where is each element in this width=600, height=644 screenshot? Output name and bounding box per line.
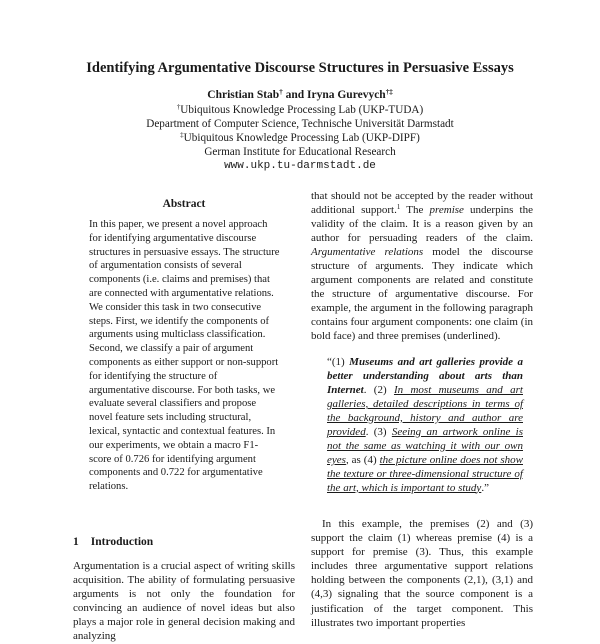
- paragraph-text: In this example, the premises (2) and (3) support the claim (1) whereas premise (4) is a support for premise (3). Thus, this example includes three argumentative support relations holding between the components (2,1), (3,1) and (4,3) signaling that the source component is a justification of the target component. This illustrates two important properties: [311, 518, 533, 629]
- term-premise: premise: [429, 203, 464, 216]
- quote-text: . (2): [363, 383, 394, 396]
- affiliation-text: German Institute for Educational Research: [204, 146, 396, 158]
- paragraph-text: The: [400, 203, 430, 216]
- paragraph-text: that should not be accepted by the reader without additional support.: [311, 190, 533, 216]
- affiliation-text: Department of Computer Science, Technische Universität Darmstadt: [146, 118, 454, 130]
- abstract-heading: Abstract: [162, 198, 206, 210]
- paragraph-text: underpins the validity of the claim. It is a reason given by an author for persuading readers of the claim.: [311, 203, 533, 244]
- abstract-text: In this paper, we present a novel approach for identifying argumentative discourse structures in persuasive essays. The structure of argumentation consists of several components (i.e. claims and premises) that are connected with argumentative relations. We consider this task in two consecutive steps. First, we identify the components of arguments using multiclass classification. Second, we classify a pair of argument components as either support or non-support for identifying the structure of argumentative discourse. For both tasks, we evaluate several classifiers and propose novel feature sets including structural, lexical, syntactic and contextual features. In our experiments, we obtain a macro F1-score of 0.726 for identifying argument components and 0.722 for argumentative relations.: [89, 219, 280, 493]
- quote-text: . (3): [365, 425, 392, 438]
- abstract-body: [89, 218, 280, 494]
- section-number: 1: [73, 536, 79, 548]
- introduction-text: Argumentation is a crucial aspect of writing skills acquisition. The ability of formulating persuasive arguments is not only the foundation for convincing an audience of novel ideas but also plays a major role in general decision making and analyzing: [73, 560, 295, 643]
- affiliation-line: [0, 118, 600, 130]
- website-url[interactable]: www.ukp.tu-darmstadt.de: [224, 160, 376, 172]
- introduction-paragraph: [73, 559, 295, 644]
- affiliation-mark: †: [279, 88, 283, 96]
- author-name: Christian Stab: [207, 89, 280, 101]
- quote-text: .”: [481, 481, 489, 494]
- example-quote: [327, 356, 523, 496]
- paragraph-text: model the discourse structure of arguments. They indicate which argument components are related and constitute the structure of argumentative discourse. For example, the argument in the following paragraph contains four argument components: one claim (in bold face) and three premises (underlined).: [311, 245, 533, 342]
- affiliation-line: [0, 146, 600, 158]
- affiliation-text: Ubiquitous Knowledge Processing Lab (UKP-DIPF): [183, 132, 420, 144]
- affiliation-text: Ubiquitous Knowledge Processing Lab (UKP-TUDA): [180, 104, 424, 116]
- term-argumentative-relations: Argumentative relations: [311, 245, 424, 258]
- example-analysis-paragraph: [311, 517, 533, 630]
- example-premise: the picture online does not show the texture or three-dimensional structure of the art, which is important to study: [327, 453, 523, 494]
- example-premise: Seeing an artwork online is not the same as watching it with our own eyes: [327, 425, 523, 466]
- affiliation-mark: †‡: [385, 88, 393, 96]
- affiliation-line: [0, 132, 600, 144]
- footnote-mark: 1: [396, 202, 401, 211]
- affiliation-mark: ‡: [180, 131, 184, 139]
- author-line: [0, 89, 600, 101]
- paper-title: Identifying Argumentative Discourse Structures in Persuasive Essays: [86, 60, 514, 76]
- section-title: Introduction: [90, 536, 154, 548]
- author-name: Iryna Gurevych: [307, 89, 386, 101]
- section-heading-introduction: [73, 536, 153, 548]
- quote-text: , as (4): [345, 453, 380, 466]
- definitions-paragraph: [311, 190, 533, 343]
- affiliation-line: [0, 104, 600, 116]
- affiliation-mark: †: [176, 103, 181, 111]
- example-claim: Museums and art galleries provide a better understanding about arts than Internet: [327, 356, 523, 396]
- quote-text: “(1): [327, 356, 350, 368]
- author-conjunction: and: [282, 89, 307, 101]
- example-premise: In most museums and art galleries, detailed descriptions in terms of the background, history and author are provided: [327, 383, 523, 438]
